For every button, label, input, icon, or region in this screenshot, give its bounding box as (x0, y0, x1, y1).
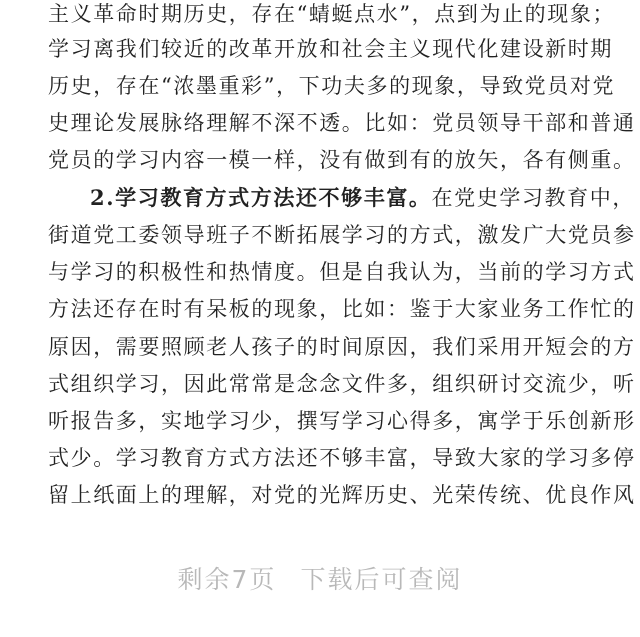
text-line: 史理论发展脉络理解不深不透。比如：党员领导干部和普通 (48, 111, 636, 135)
text-line: 方法还存在时有呆板的现象，比如：鉴于大家业务工作忙的 (48, 297, 636, 321)
text-line: 与学习的积极性和热情度。但是自我认为，当前的学习方式 (48, 260, 636, 284)
text-line: 留上纸面上的理解，对党的光辉历史、光荣传统、优良作风 (48, 483, 636, 507)
text-line: 原因，需要照顾老人孩子的时间原因，我们采用开短会的方 (48, 335, 636, 359)
text-line: 历史，存在“浓墨重彩”，下功夫多的现象，导致党员对党 (48, 74, 616, 98)
text-line: 听报告多，实地学习少，撰写学习心得多，寓学于乐创新形 (48, 409, 636, 433)
section-2-heading: 2.学习教育方式方法还不够丰富。 (90, 185, 432, 210)
text-line: 街道党工委领导班子不断拓展学习的方式，激发广大党员参 (48, 223, 636, 247)
text-line: 学习离我们较近的改革开放和社会主义现代化建设新时期 (48, 37, 613, 61)
section-2-first-line (90, 185, 635, 210)
remaining-pages-label: 剩余7页 (177, 565, 277, 594)
read-more-footer[interactable] (0, 560, 640, 596)
text-line: 主义革命时期历史，存在“蜻蜓点水”，点到为止的现象； (48, 2, 616, 26)
section-2-heading-rest: 在党史学习教育中， (431, 186, 635, 210)
download-to-read-label[interactable]: 下载后可查阅 (300, 565, 463, 594)
text-line: 式组织学习，因此常常是念念文件多，组织研讨交流少，听 (48, 372, 636, 396)
text-line: 式少。学习教育方式方法还不够丰富，导致大家的学习多停 (48, 446, 636, 470)
text-line: 党员的学习内容一模一样，没有做到有的放矢，各有侧重。 (48, 148, 636, 172)
